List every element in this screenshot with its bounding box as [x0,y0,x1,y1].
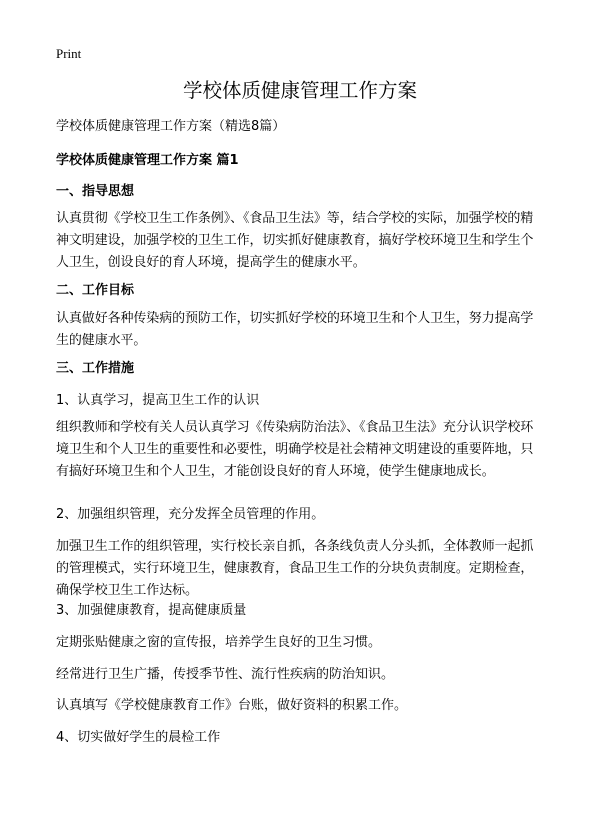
section-heading-2: 二、工作目标 [56,283,135,298]
measure-1-title: 1、认真学习，提高卫生工作的认识 [56,393,260,408]
document-subtitle: 学校体质健康管理工作方案（精选8篇） [56,119,286,134]
measure-2-title: 2、加强组织管理，充分发挥全员管理的作用。 [56,507,325,522]
chapter-heading: 学校体质健康管理工作方案 篇1 [56,153,239,168]
section-heading-1: 一、指导思想 [56,184,135,199]
section-2-body: 认真做好各种传染病的预防工作，切实抓好学校的环境卫生和个人卫生，努力提高学生的健康水平。 [56,311,534,348]
print-label: Print [56,46,82,61]
measure-3-item-1: 定期张贴健康之窗的宣传报，培养学生良好的卫生习惯。 [56,635,382,650]
document-title: 学校体质健康管理工作方案 [182,79,417,102]
section-heading-3: 三、工作措施 [56,361,135,376]
section-1-body: 认真贯彻《学校卫生工作条例》、《食品卫生法》等，结合学校的实际，加强学校的精神文明建设，加强学校的卫生工作，切实抓好健康教育，搞好学校环境卫生和学生个人卫生，创设良好的育人环境，提高学生的健康水平。 [56,211,534,270]
measure-1-body: 组织教师和学校有关人员认真学习《传染病防治法》、《食品卫生法》充分认识学校环境卫生和个人卫生的重要性和必要性，明确学校是社会精神文明建设的重要阵地，只有搞好环境卫生和个人卫生，才能创设良好的育人环境，使学生健康地成长。 [56,420,534,479]
measure-3-item-3: 认真填写《学校健康教育工作》台账，做好资料的积累工作。 [56,698,408,713]
measure-2-body: 加强卫生工作的组织管理，实行校长亲自抓，各条线负责人分头抓，全体教师一起抓的管理模式，实行环境卫生，健康教育，食品卫生工作的分块负责制度。定期检查，确保学校卫生工作达标。 [56,539,534,598]
measure-4-title: 4、切实做好学生的晨检工作 [56,730,221,745]
measure-3-title: 3、加强健康教育，提高健康质量 [56,603,247,618]
measure-3-item-2: 经常进行卫生广播，传授季节性、流行性疾病的防治知识。 [56,667,395,682]
